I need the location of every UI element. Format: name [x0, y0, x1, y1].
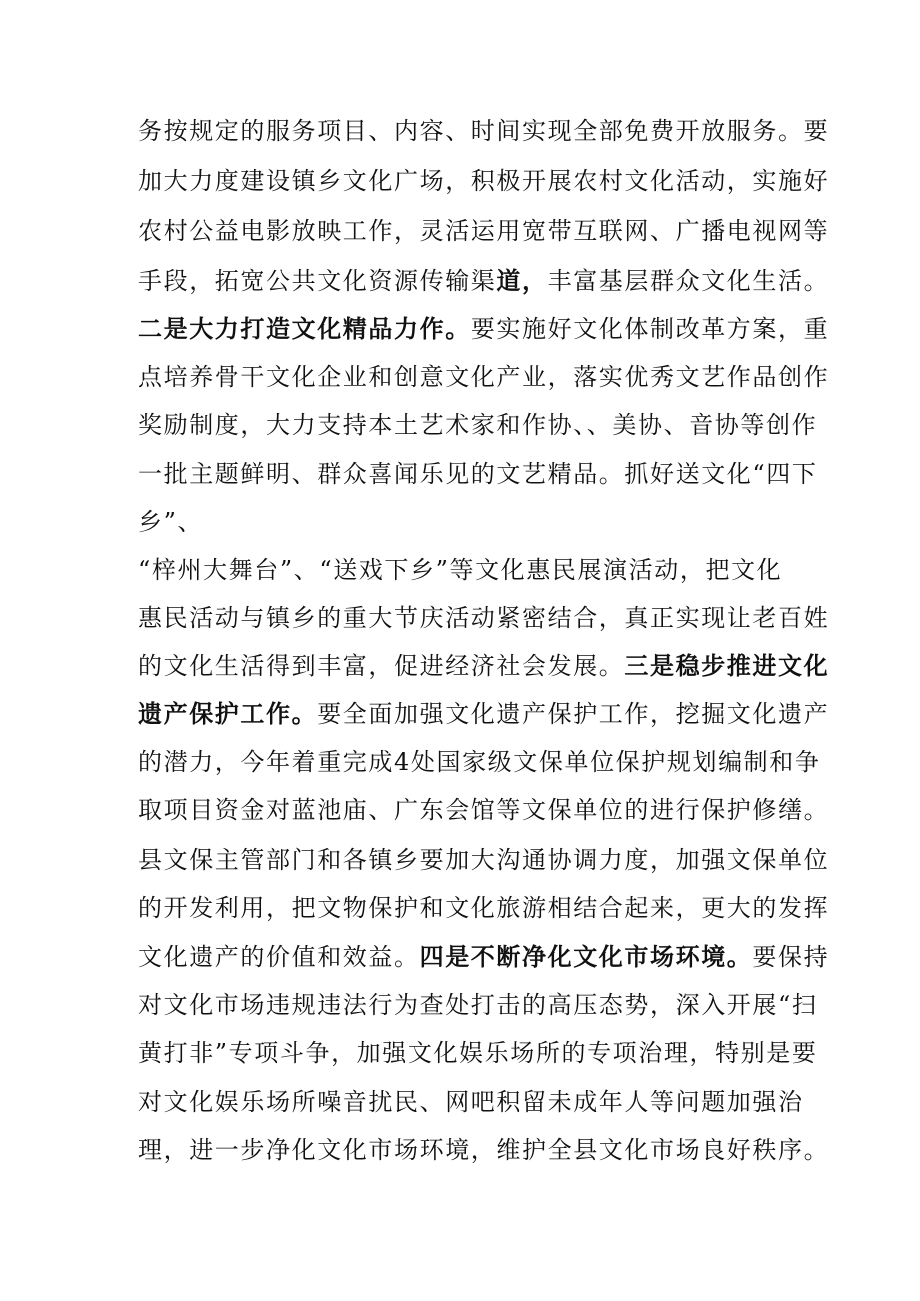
text-line	[138, 156, 830, 206]
text-line	[138, 497, 778, 547]
body-text-segment: 对文化娱乐场所噪音扰民、网吧积留未成年人等问题加强治	[138, 1088, 804, 1116]
text-line	[138, 593, 830, 643]
body-text-segment: 黄打非”专项斗争，加强文化娱乐场所的专项治理，特别是要	[138, 1039, 818, 1067]
text-line	[138, 980, 818, 1030]
text-line	[138, 206, 830, 256]
text-line	[138, 689, 830, 739]
body-text-segment: 手段，拓宽公共文化资源传输渠	[138, 267, 497, 295]
body-text-segment: 农村公益电影放映工作，灵活运用宽带互联网、广播电视网等	[138, 217, 830, 245]
text-line	[138, 256, 830, 306]
body-text-segment: 惠民活动与镇乡的重大节庆活动紧密结合，真正实现让老百姓	[138, 604, 830, 632]
text-line	[138, 835, 830, 885]
body-text-segment: 对文化市场违规违法行为查处打击的高压态势，深入开展“扫	[138, 991, 818, 1019]
text-line	[138, 545, 783, 595]
body-text-segment: 丰富基层群众文化生活。	[547, 267, 830, 295]
text-line	[138, 785, 830, 835]
text-line	[138, 1125, 830, 1175]
text-line	[138, 400, 818, 450]
bold-heading-text: 三是稳步推进文化	[624, 651, 830, 680]
body-text-segment: 理，进一步净化文化市场环境，维护全县文化市场良好秩序。	[138, 1136, 830, 1164]
bold-heading-text: 四是不断净化文化市场环境。	[419, 942, 753, 971]
body-text-segment: “梓州大舞台”、“送戏下乡”等文化惠民展演活动，把文化	[138, 556, 783, 584]
body-text-segment: 文化遗产的价值和效益。	[138, 943, 420, 971]
text-line	[138, 1028, 818, 1078]
text-line	[138, 883, 830, 933]
text-line	[138, 932, 830, 982]
body-text-segment: 一批主题鲜明、群众喜闻乐见的文艺精品。抓好送文化“四下	[138, 460, 818, 488]
text-line	[138, 449, 818, 499]
body-text-segment: 要保持	[752, 943, 830, 971]
body-text-segment: 务按规定的服务项目、内容、时间实现全部免费开放服务。要	[138, 117, 830, 145]
text-line	[138, 106, 830, 156]
body-text-segment: 奖励制度，大力支持本土艺术家和作协、、美协、音协等创作	[138, 411, 818, 439]
body-text-segment: 要全面加强文化遗产保护工作，挖掘文化遗产	[317, 700, 830, 728]
body-text-segment: 点培养骨干文化企业和创意文化产业，落实优秀文艺作品创作	[138, 363, 830, 391]
text-line	[138, 304, 830, 354]
body-text-segment: 县文保主管部门和各镇乡要加大沟通协调力度，加强文保单位	[138, 846, 830, 874]
body-text-segment: 加大力度建设镇乡文化广场，积极开展农村文化活动，实施好	[138, 167, 830, 195]
text-line	[138, 352, 830, 402]
body-text-segment: 乡”、	[138, 508, 204, 536]
body-text-segment: 的开发利用，把文物保护和文化旅游相结合起来，更大的发挥	[138, 894, 830, 922]
text-line	[138, 641, 830, 691]
body-text-segment: 的文化生活得到丰富，促进经济社会发展。	[138, 652, 625, 680]
body-text-segment: 的潜力，今年着重完成4处国家级文保单位保护规划编制和争	[138, 748, 821, 776]
bold-heading-text: 遗产保护工作。	[138, 699, 318, 728]
text-line	[138, 1077, 804, 1127]
body-text-segment: 取项目资金对蓝池庙、广东会馆等文保单位的进行保护修缮。	[138, 796, 830, 824]
text-line	[138, 737, 821, 787]
body-text-segment: 要实施好文化体制改革方案，重	[470, 315, 830, 343]
bold-heading-text: 道，	[496, 266, 548, 295]
bold-heading-text: 二是大力打造文化精品力作。	[138, 314, 471, 343]
